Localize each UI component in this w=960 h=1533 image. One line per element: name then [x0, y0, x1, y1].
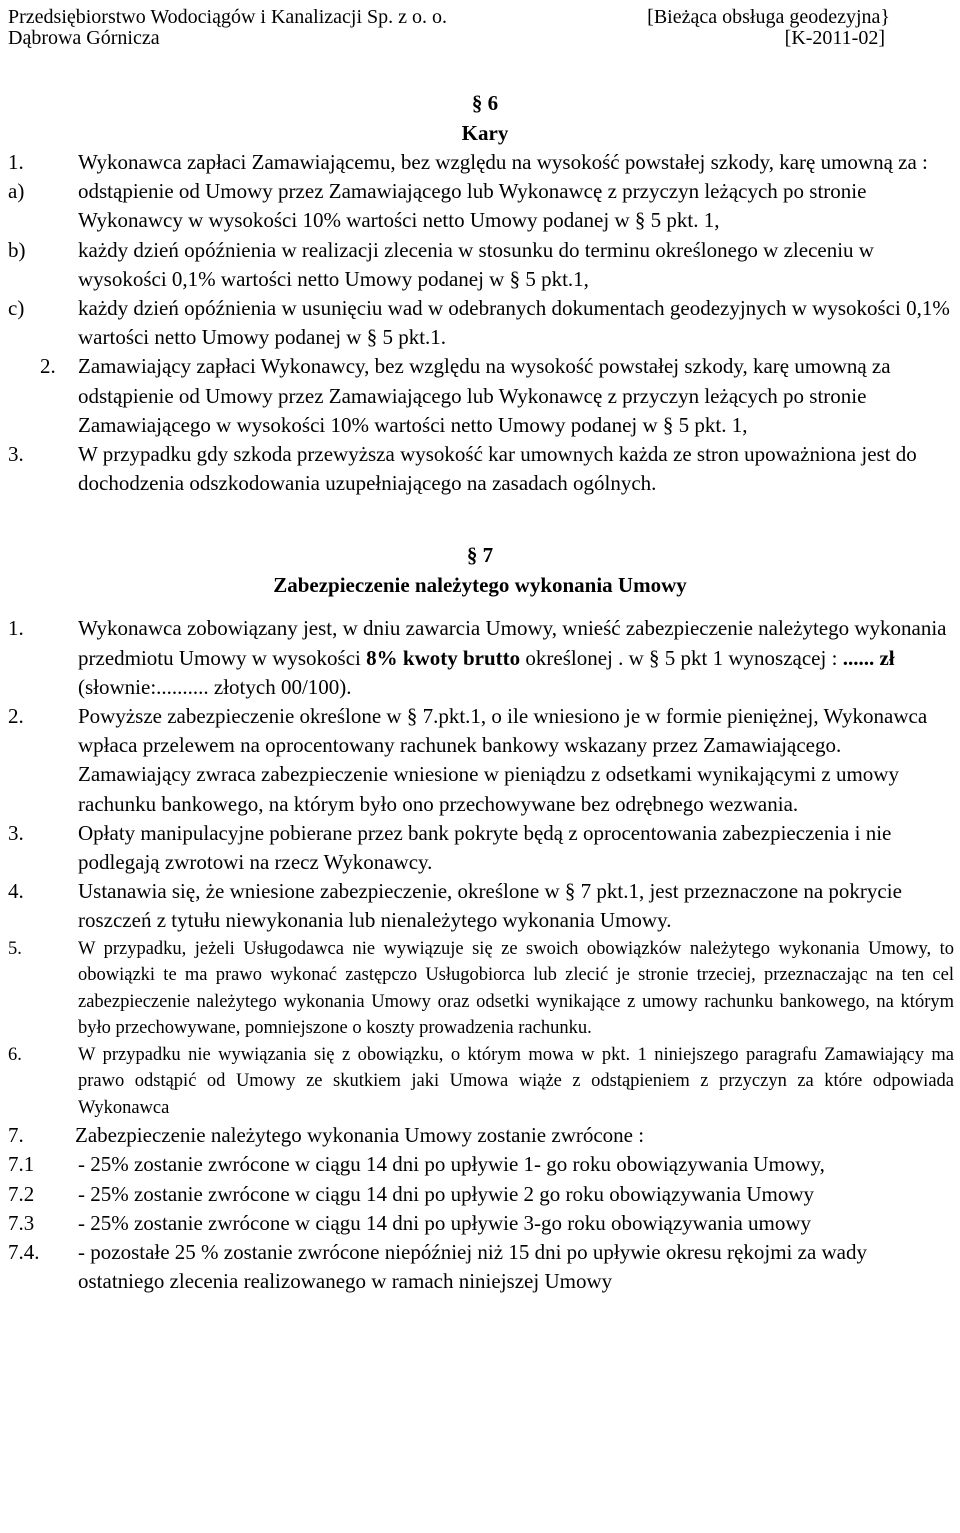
section-7-point-7 — [0, 1121, 960, 1150]
point-number: c) — [8, 296, 25, 321]
section-7-point-3 — [0, 819, 960, 877]
point-number: 4. — [8, 879, 24, 904]
point-number: 1. — [8, 150, 24, 174]
section-6-point-1 — [0, 148, 960, 177]
point-number: 7.1 — [8, 1152, 35, 1177]
section-6-title: Kary — [461, 121, 509, 145]
section-7-number: § 7 — [466, 543, 494, 568]
point-number: 2. — [8, 704, 24, 729]
point-text: W przypadku gdy szkoda przewyższa wysokość kar umownych każda ze stron upoważniona jest do dochodzenia odszkodowania uzupełniającego na zasadach ogólnych. — [78, 442, 917, 496]
section-6-point-2 — [0, 352, 960, 440]
point-text: Wykonawca zapłaci Zamawiającemu, bez względu na wysokość powstałej szkody, karę umowną za : — [78, 150, 928, 174]
bold-amount: 8% kwoty brutto — [366, 645, 521, 670]
text-part: określonej . w § 5 pkt 1 wynoszącej : — [520, 645, 843, 670]
section-7-point-2 — [0, 702, 960, 819]
point-text: - 25% zostanie zwrócone w ciągu 14 dni po upływie 1- go roku obowiązywania Umowy, — [78, 1152, 825, 1177]
text-part: (słownie:.......... złotych 00/100). — [78, 674, 352, 699]
section-7-point-7-1 — [0, 1150, 960, 1179]
point-text: W przypadku, jeżeli Usługodawca nie wywiązuje się ze swoich obowiązków należytego wykonania Umowy, to obowiązki te ma prawo wykonać zastępczo Usługobiorca lub zlecić je stronie trzeciej, przeznaczając na ten cel zabezpieczenie należytego wykonania Umowy oraz odsetki wynikające z umowy rachunku bankowego, na którym było przechowywane, pomniejszone o koszty prowadzenia rachunku. — [78, 938, 954, 1039]
point-number: 7.4. — [8, 1239, 40, 1264]
point-text: każdy dzień opóźnienia w usunięciu wad w odebranych dokumentach geodezyjnych w wysokości 0,1% wartości netto Umowy podanej w § 5 pkt.1. — [78, 296, 950, 350]
point-text: Powyższe zabezpieczenie określone w § 7.pkt.1, o ile wniesiono je w formie pieniężnej, Wykonawca wpłaca przelewem na oprocentowany rachunek bankowy wskazany przez Zamawiającego. Zamawiający zwraca zabezpieczenie wniesione w pieniądzu z odsetkami wynikającymi z umowy rachunku bankowego, na którym było ono przechowywane bez odrębnego wezwania. — [78, 704, 928, 816]
point-text: każdy dzień opóźnienia w realizacji zlecenia w stosunku do terminu określonego w zleceniu w wysokości 0,1% wartości netto Umowy podanej w § 5 pkt.1, — [78, 237, 874, 291]
point-text: - 25% zostanie zwrócone w ciągu 14 dni po upływie 3-go roku obowiązywania umowy — [78, 1210, 812, 1235]
section-6-point-c — [0, 294, 960, 352]
page-header — [0, 0, 960, 80]
header-city: Dąbrowa Górnicza — [8, 27, 160, 49]
section-7-point-7-4 — [0, 1238, 960, 1296]
text-part: Wykonawca zobowiązany jest, w dniu zawarcia Umowy, wnieść zabezpieczenie należytego wykonania przedmiotu Umowy w wysokości — [78, 616, 947, 670]
section-7-title: Zabezpieczenie należytego wykonania Umowy — [273, 573, 687, 598]
section-7-point-6 — [0, 1042, 960, 1122]
point-number: 3. — [8, 820, 24, 845]
point-text: Zabezpieczenie należytego wykonania Umowy zostanie zwrócone : — [75, 1123, 645, 1148]
point-text: W przypadku nie wywiązania się z obowiązku, o którym mowa w pkt. 1 niniejszego paragrafu Zamawiający ma prawo odstąpić od Umowy ze skutkiem jaki Umowa wiąże z odstąpieniem z przyczyn za które odpowiada Wykonawca — [78, 1044, 954, 1118]
section-6-point-a — [0, 177, 960, 235]
point-text: - 25% zostanie zwrócone w ciągu 14 dni po upływie 2 go roku obowiązywania Umowy — [78, 1181, 814, 1206]
point-number: 2. — [40, 354, 56, 379]
section-6-number: § 6 — [471, 91, 499, 115]
section-7-point-1 — [0, 614, 960, 702]
point-number: 7. — [8, 1123, 24, 1148]
header-code: [K-2011-02] — [784, 27, 885, 49]
point-text: Opłaty manipulacyjne pobierane przez bank pokryte będą z oprocentowania zabezpieczenia i nie podlegają zwrotowi na rzecz Wykonawcy. — [78, 820, 892, 875]
point-number: b) — [8, 237, 26, 262]
point-text: - pozostałe 25 % zostanie zwrócone niepóźniej niż 15 dni po upływie okresu rękojmi za wady ostatniego zlecenia realizowanego w ramach niniejszej Umowy — [78, 1239, 868, 1294]
section-7-point-7-2 — [0, 1180, 960, 1209]
bold-sum: ...... zł — [842, 645, 895, 670]
point-number: 5. — [8, 938, 22, 959]
point-number: a) — [8, 179, 25, 204]
point-number: 7.3 — [8, 1210, 35, 1235]
section-6-point-b — [0, 236, 960, 294]
document-body — [0, 88, 960, 1296]
section-6-point-3 — [0, 440, 960, 498]
point-number: 3. — [8, 442, 24, 467]
point-number: 7.2 — [8, 1181, 35, 1206]
section-7-point-4 — [0, 877, 960, 935]
section-7-point-7-3 — [0, 1209, 960, 1238]
point-text: Ustanawia się, że wniesione zabezpieczenie, określone w § 7 pkt.1, jest przeznaczone na pokrycie roszczeń z tytułu niewykonania lub nienależytego wykonania Umowy. — [78, 879, 902, 933]
section-7-point-5 — [0, 936, 960, 1042]
point-number: 6. — [8, 1044, 22, 1065]
header-company: Przedsiębiorstwo Wodociągów i Kanalizacji Sp. z o. o. — [8, 6, 448, 28]
point-text: odstąpienie od Umowy przez Zamawiającego lub Wykonawcę z przyczyn leżących po stronie Wykonawcy w wysokości 10% wartości netto Umowy podanej w § 5 pkt. 1, — [78, 179, 867, 233]
point-number: 1. — [8, 616, 24, 641]
point-text: Zamawiający zapłaci Wykonawcy, bez względu na wysokość powstałej szkody, karę umowną za odstąpienie od Umowy przez Zamawiającego lub Wykonawcę z przyczyn leżących po stronie Zamawiającego w wysokości 10% wartości netto Umowy podanej w § 5 pkt. 1, — [78, 354, 891, 437]
header-subject: [Bieżąca obsługa geodezyjna} — [647, 6, 890, 28]
point-text — [78, 614, 954, 702]
